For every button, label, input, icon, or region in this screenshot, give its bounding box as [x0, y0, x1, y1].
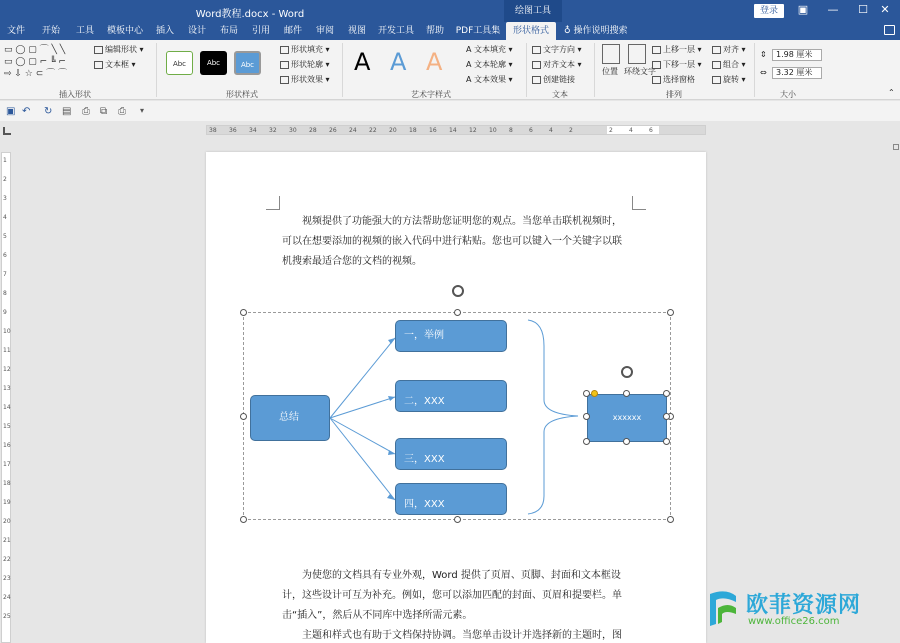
branch-box-4[interactable]: [395, 483, 507, 515]
ruler-tick-label: 8: [509, 127, 513, 134]
tab-file[interactable]: 文件: [6, 26, 25, 36]
send-backward-label: 下移一层: [663, 60, 695, 69]
vertical-ruler-tick-label: 24: [3, 594, 11, 601]
vertical-ruler-tick-label: 16: [3, 442, 11, 449]
tab-view[interactable]: 视图: [347, 26, 366, 36]
ruler-tick-label: 6: [529, 127, 533, 134]
ruler-tick-label: 26: [329, 127, 337, 134]
edit-shape-label: 编辑形状: [105, 45, 137, 54]
resize-handle[interactable]: [623, 390, 630, 397]
ruler-tick-label: 36: [229, 127, 237, 134]
watermark-url: www.office26.com: [748, 616, 840, 627]
wrap-text-icon: [628, 44, 646, 64]
text-fill-icon: A: [466, 45, 475, 54]
undo-icon[interactable]: ↶: [22, 106, 31, 117]
tab-layout[interactable]: 布局: [219, 26, 238, 36]
horizontal-ruler[interactable]: [206, 125, 706, 135]
group-button[interactable]: 组合 ▾: [712, 59, 746, 70]
vertical-ruler-tick-label: 21: [3, 537, 11, 544]
align-icon: [712, 46, 721, 54]
save-icon[interactable]: ▣: [6, 106, 16, 117]
branch-box-1[interactable]: [395, 320, 507, 352]
shape-effects-button[interactable]: 形状效果 ▾: [280, 74, 330, 85]
bring-forward-label: 上移一层: [663, 45, 695, 54]
ruler-tick-label: 2: [609, 127, 613, 134]
ruler-tick-label: 14: [449, 127, 457, 134]
lightbulb-icon: ♁: [564, 26, 574, 36]
resize-handle[interactable]: [663, 390, 670, 397]
resize-handle[interactable]: [667, 309, 674, 316]
align-text-icon: [532, 61, 541, 69]
rotate-handle-icon[interactable]: [452, 285, 464, 297]
vertical-ruler-tick-label: 4: [3, 214, 7, 221]
vertical-ruler-tick-label: 19: [3, 499, 11, 506]
paragraph-2[interactable]: 为使您的文档具有专业外观，Word 提供了页眉、页脚、封面和文本框设计，这些设计可互为补充。例如，您可以添加匹配的封面、页眉和提要栏。单击“插入”，然后从不同库中选择所需元素。: [282, 570, 622, 621]
ruler-tick-label: 12: [469, 127, 477, 134]
create-link-button[interactable]: [532, 74, 575, 85]
ruler-tick-label: 4: [549, 127, 553, 134]
text-box-label: 文本框: [105, 60, 129, 69]
maximize-icon[interactable]: ☐: [858, 3, 868, 16]
resize-handle[interactable]: [667, 516, 674, 523]
vertical-ruler-tick-label: 20: [3, 518, 11, 525]
text-effects-button[interactable]: A 文本效果 ▾: [466, 75, 513, 84]
text-direction-icon: [532, 46, 541, 54]
rotate-label: 旋转: [723, 75, 739, 84]
tab-pdf-tools[interactable]: PDF工具集: [455, 26, 501, 36]
group-label: 组合: [723, 60, 739, 69]
height-icon: ⇕: [760, 50, 767, 59]
ruler-tick-label: 28: [309, 127, 317, 134]
minimize-icon[interactable]: —: [827, 3, 839, 16]
comments-icon[interactable]: [884, 25, 895, 35]
ruler-margin-left: [207, 126, 607, 135]
resize-handle[interactable]: [240, 516, 247, 523]
ruler-tick-label: 38: [209, 127, 217, 134]
group-label-size: 大小: [780, 90, 796, 99]
shape-gallery[interactable]: [4, 44, 90, 84]
resize-handle[interactable]: [583, 413, 590, 420]
group-label-insert-shapes: 插入形状: [59, 90, 91, 99]
vertical-ruler-tick-label: 17: [3, 461, 11, 468]
selection-pane-icon: [652, 76, 661, 84]
branch-box-3[interactable]: [395, 438, 507, 470]
ruler-tick-label: 4: [629, 127, 633, 134]
branch-label-2: 二，XXX: [404, 396, 445, 407]
align-button[interactable]: 对齐 ▾: [712, 44, 746, 55]
tab-home[interactable]: 开始: [41, 26, 60, 36]
shape-style-swatch-white[interactable]: Abc: [166, 51, 193, 75]
wordart-sample-orange[interactable]: A: [426, 48, 443, 76]
text-box-button[interactable]: 文本框 ▾: [94, 59, 136, 70]
text-outline-label: 文本轮廓: [474, 60, 507, 69]
tab-selector-icon[interactable]: [3, 127, 11, 135]
drawing-tools-context-label: 绘图工具: [504, 0, 562, 22]
resize-handle[interactable]: [583, 438, 590, 445]
tab-developer[interactable]: 开发工具: [377, 26, 414, 36]
shape-gallery-row-3: ⇨ ⇩ ☆ ⊂ ⌒ ⌒: [4, 69, 67, 79]
root-box[interactable]: [250, 395, 330, 441]
group-label-text: 文本: [552, 90, 568, 99]
vertical-scrollbar[interactable]: [892, 140, 900, 643]
tab-help[interactable]: 帮助: [425, 26, 444, 36]
shape-outline-label: 形状轮廓: [291, 60, 323, 69]
tab-insert[interactable]: 插入: [155, 26, 174, 36]
vertical-ruler-tick-label: 5: [3, 233, 7, 240]
ruler-tick-label: 30: [289, 127, 297, 134]
text-direction-label: 文字方向: [543, 45, 575, 54]
vertical-ruler-tick-label: 1: [3, 157, 7, 164]
shape-gallery-row-2: ▭ ◯ ▢ ⌐ ╚ ⌐: [4, 57, 66, 67]
tell-me-label: 操作说明搜索: [573, 26, 628, 36]
paint-bucket-icon: [280, 46, 289, 54]
tab-review[interactable]: 审阅: [315, 26, 334, 36]
vertical-ruler-tick-label: 6: [3, 252, 7, 259]
shape-fill-button[interactable]: 形状填充 ▾: [280, 44, 330, 55]
text-outline-icon: A: [466, 60, 475, 69]
redo-icon[interactable]: ↻: [44, 106, 53, 117]
tab-design[interactable]: 设计: [187, 26, 206, 36]
shape-outline-button[interactable]: 形状轮廓 ▾: [280, 59, 330, 70]
ribbon-display-options-icon[interactable]: ▣: [797, 3, 809, 16]
title-bar: [0, 0, 900, 22]
resize-handle[interactable]: [663, 438, 670, 445]
shape-style-swatch-black[interactable]: Abc: [200, 51, 227, 75]
ruler-tick-label: 18: [409, 127, 417, 134]
align-label: 对齐: [723, 45, 739, 54]
ruler-tick-label: 32: [269, 127, 277, 134]
vertical-ruler-tick-label: 23: [3, 575, 11, 582]
ruler-tick-label: 16: [429, 127, 437, 134]
vertical-ruler-tick-label: 12: [3, 366, 11, 373]
print-icon[interactable]: ⎙: [118, 106, 126, 117]
branch-label-1: 一，举例: [404, 330, 444, 341]
selected-shape-label: xxxxxx: [612, 413, 642, 422]
ruler-tick-label: 6: [649, 127, 653, 134]
ruler-tick-label: 24: [349, 127, 357, 134]
group-icon: [712, 61, 721, 69]
vertical-ruler-tick-label: 25: [3, 613, 11, 620]
tab-shape-format[interactable]: 形状格式: [506, 22, 556, 40]
send-backward-button[interactable]: 下移一层 ▾: [652, 59, 702, 70]
resize-handle[interactable]: [663, 413, 670, 420]
ruler-margin-right: [659, 126, 706, 135]
print-preview-icon[interactable]: ⎙: [82, 106, 90, 117]
quick-access-toolbar: [0, 101, 900, 121]
shape-height-input[interactable]: 1.98 厘米: [772, 49, 822, 61]
ruler-tick-label: 22: [369, 127, 377, 134]
selection-pane-label: 选择窗格: [663, 75, 695, 84]
align-text-label: 对齐文本: [543, 60, 575, 69]
resize-handle[interactable]: [623, 438, 630, 445]
link-icon: [532, 76, 541, 84]
shape-width-input[interactable]: 3.32 厘米: [772, 67, 822, 79]
vertical-ruler-tick-label: 9: [3, 309, 7, 316]
resize-handle[interactable]: [454, 309, 461, 316]
shape-gallery-row-1: ▭ ◯ ▢ ⌒ ╲ ╲: [4, 45, 66, 55]
shape-style-swatch-blue[interactable]: Abc: [234, 51, 261, 75]
paragraph-3[interactable]: 主题和样式也有助于文档保持协调。当您单击设计并选择新的主题时，图: [302, 630, 622, 641]
group-separator: [526, 43, 527, 97]
align-text-button[interactable]: 对齐文本 ▾: [532, 59, 582, 70]
create-link-label: 创建链接: [543, 75, 575, 84]
shape-effects-label: 形状效果: [291, 75, 323, 84]
group-separator: [342, 43, 343, 97]
crop-mark-top-right: [632, 196, 646, 210]
branch-label-3: 三，XXX: [404, 454, 445, 465]
vertical-ruler-tick-label: 8: [3, 290, 7, 297]
text-fill-button[interactable]: A 文本填充 ▾: [466, 45, 513, 54]
edit-shape-icon: [94, 46, 103, 54]
bring-forward-icon: [652, 46, 661, 54]
close-icon[interactable]: ✕: [880, 3, 890, 16]
watermark-brand: 欧菲资源网: [746, 593, 862, 618]
root-label: 总结: [279, 412, 299, 423]
copy-icon[interactable]: ⧉: [100, 106, 108, 117]
bring-forward-button[interactable]: 上移一层 ▾: [652, 44, 702, 55]
text-direction-button[interactable]: 文字方向 ▾: [532, 44, 582, 55]
adjust-handle[interactable]: [591, 390, 598, 397]
branch-box-2[interactable]: [395, 380, 507, 412]
text-effects-icon: A: [466, 75, 475, 84]
ribbon-tabs: [0, 22, 900, 40]
send-backward-icon: [652, 61, 661, 69]
group-separator: [754, 43, 755, 97]
group-separator: [594, 43, 595, 97]
group-label-shape-styles: 形状样式: [226, 90, 258, 99]
resize-handle[interactable]: [583, 390, 590, 397]
ribbon: [0, 40, 900, 100]
tab-tools[interactable]: 工具: [75, 26, 94, 36]
edit-shape-button[interactable]: 编辑形状 ▾: [94, 44, 144, 55]
watermark: [706, 586, 900, 636]
tell-me-search[interactable]: [564, 22, 627, 40]
tab-references[interactable]: 引用: [251, 26, 270, 36]
login-button[interactable]: 登录: [754, 4, 784, 18]
scroll-thumb[interactable]: [893, 144, 899, 150]
selected-shape[interactable]: [587, 394, 667, 442]
resize-handle[interactable]: [454, 516, 461, 523]
tab-mailings[interactable]: 邮件: [283, 26, 302, 36]
rotate-handle-icon[interactable]: [621, 366, 633, 378]
wordart-sample-blue[interactable]: A: [390, 48, 407, 76]
width-icon: ⇔: [760, 68, 767, 77]
group-separator: [156, 43, 157, 97]
ruler-tick-label: 34: [249, 127, 257, 134]
tab-templates[interactable]: 模板中心: [106, 26, 143, 36]
collapse-ribbon-icon[interactable]: ⌃: [888, 88, 895, 97]
pen-icon: [280, 61, 289, 69]
vertical-ruler-tick-label: 22: [3, 556, 11, 563]
window-title: Word教程.docx - Word: [195, 9, 305, 20]
watermark-logo-icon: [706, 588, 740, 630]
position-icon: [602, 44, 620, 64]
layout-icon[interactable]: ▤: [62, 106, 72, 117]
rotate-icon: [712, 76, 721, 84]
group-label-arrange: 排列: [666, 90, 682, 99]
vertical-ruler-tick-label: 2: [3, 176, 7, 183]
position-button[interactable]: 位置: [602, 67, 618, 76]
crop-mark-top-left: [266, 196, 280, 210]
resize-handle[interactable]: [240, 309, 247, 316]
ruler-tick-label: 2: [569, 127, 573, 134]
vertical-ruler-tick-label: 10: [3, 328, 11, 335]
selection-pane-button[interactable]: [652, 74, 695, 85]
ruler-tick-label: 20: [389, 127, 397, 134]
text-outline-button[interactable]: A 文本轮廓 ▾: [466, 60, 513, 69]
vertical-ruler-tick-label: 11: [3, 347, 11, 354]
resize-handle[interactable]: [240, 413, 247, 420]
text-box-icon: [94, 61, 103, 69]
wordart-sample-black[interactable]: A: [354, 48, 371, 76]
text-effects-label: 文本效果: [474, 75, 507, 84]
vertical-ruler-tick-label: 13: [3, 385, 11, 392]
vertical-ruler-tick-label: 3: [3, 195, 7, 202]
vertical-ruler-tick-label: 14: [3, 404, 11, 411]
text-fill-label: 文本填充: [474, 45, 507, 54]
rotate-button[interactable]: 旋转 ▾: [712, 74, 746, 85]
branch-label-4: 四，XXX: [404, 499, 445, 510]
shape-fill-label: 形状填充: [291, 45, 323, 54]
effects-icon: [280, 76, 289, 84]
ruler-tick-label: 10: [489, 127, 497, 134]
customize-toolbar-icon[interactable]: ▾: [140, 106, 145, 115]
paragraph-1[interactable]: 视频提供了功能强大的方法帮助您证明您的观点。当您单击联机视频时，可以在想要添加的视频的嵌入代码中进行粘贴。您也可以键入一个关键字以联机搜索最适合您的文档的视频。: [282, 216, 622, 267]
group-label-wordart: 艺术字样式: [411, 90, 451, 99]
wrap-text-button[interactable]: 环绕文字: [624, 67, 656, 76]
vertical-ruler-tick-label: 7: [3, 271, 7, 278]
vertical-ruler-tick-label: 15: [3, 423, 11, 430]
vertical-ruler-tick-label: 18: [3, 480, 11, 487]
vertical-ruler[interactable]: [1, 152, 11, 643]
